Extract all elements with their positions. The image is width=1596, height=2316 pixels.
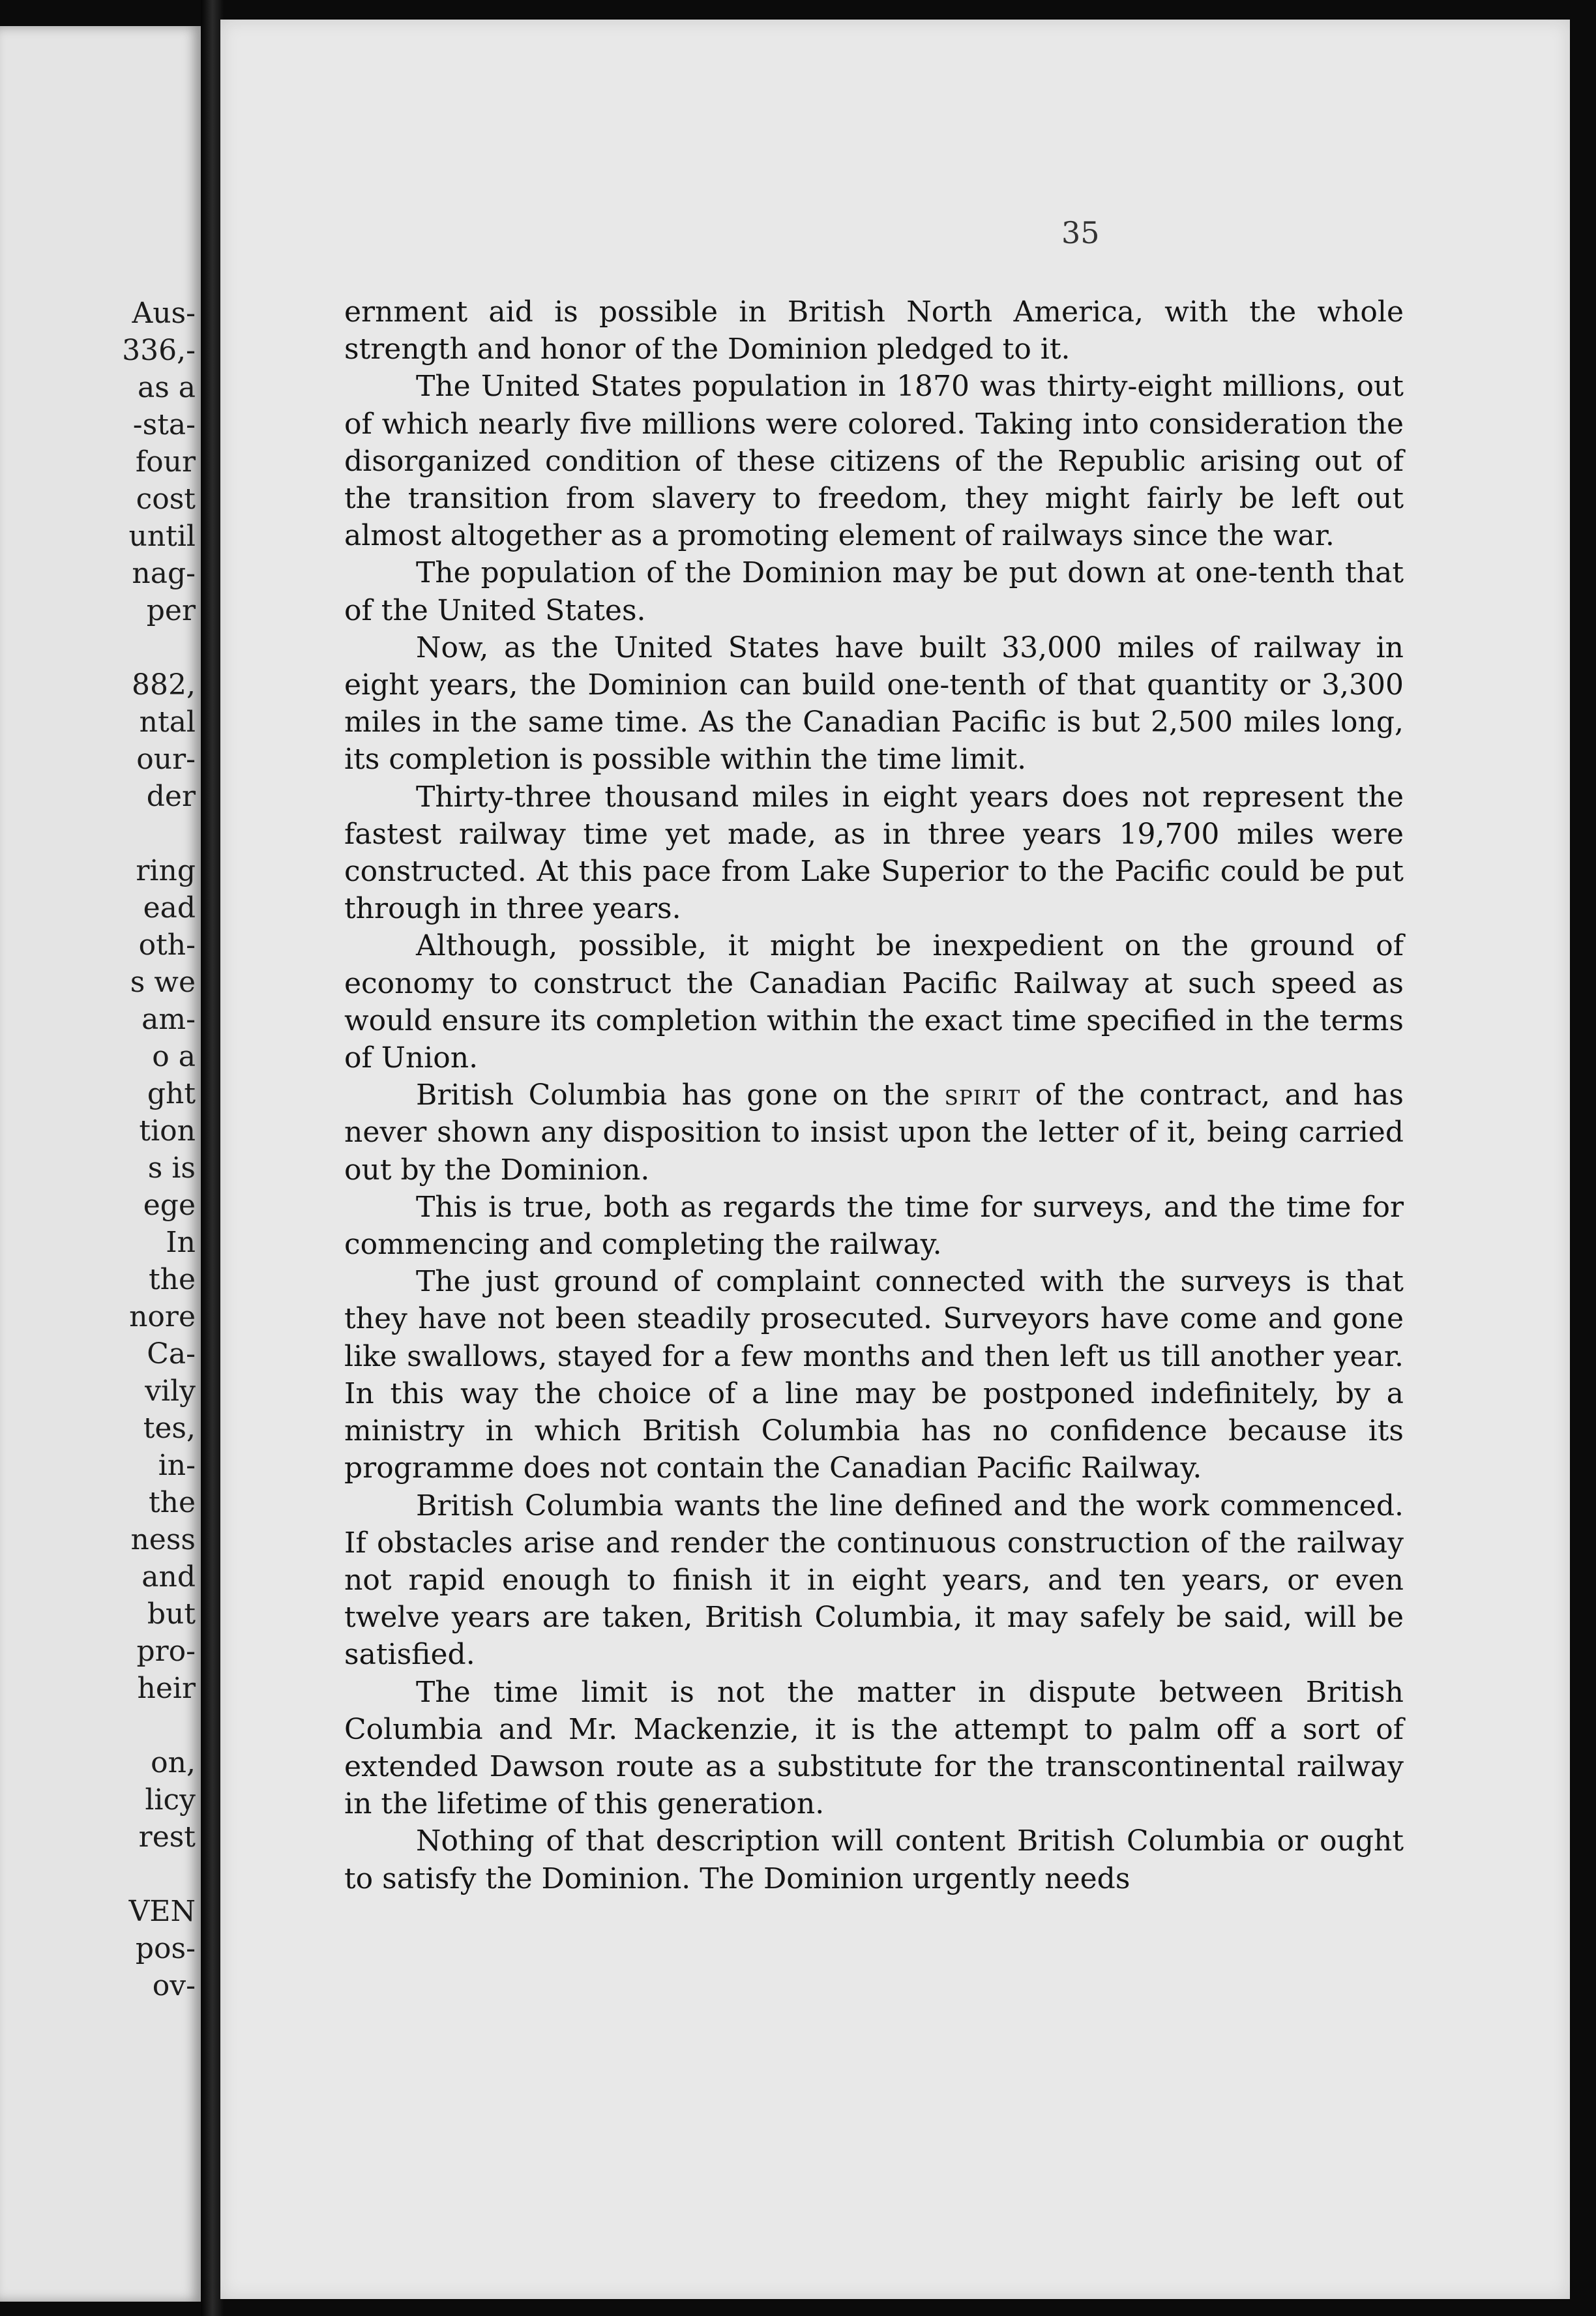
paragraph: The just ground of complaint connected with the surveys is that they have not been steadily prosecuted. Surveyors have come and gone like swallows, stayed for a few months and then left us till another year. In this way the choice of a line may be postponed indefinitely, by a ministry in which British Columbia has no confidence because its programme does not contain the Canadian Pacific Railway. — [344, 1265, 1404, 1485]
facing-line: in- — [158, 1449, 196, 1482]
facing-line: as a — [137, 371, 196, 404]
emphasis-text: spirit — [944, 1078, 1021, 1112]
facing-line: vily — [145, 1374, 196, 1408]
facing-line: ege — [143, 1189, 196, 1222]
facing-line: nag- — [132, 557, 196, 590]
facing-line — [0, 815, 196, 852]
facing-line: and — [141, 1560, 196, 1594]
facing-line: our- — [136, 743, 196, 776]
facing-line: am- — [141, 1003, 196, 1036]
paragraph: British Columbia wants the line defined and the work commenced. If obstacles arise and render the continuous construction of the railway not rapid enough to finish it in eight years, and ten years, or even twelve years are taken, British Columbia, it may safely be said, will be satisfied. — [344, 1489, 1404, 1672]
facing-line: s is — [147, 1151, 196, 1185]
facing-line: ring — [136, 854, 196, 887]
facing-line: Ca- — [147, 1337, 196, 1371]
facing-line: pro- — [136, 1635, 196, 1668]
facing-line — [0, 629, 196, 666]
facing-line: s we — [130, 966, 196, 999]
facing-line: heir — [137, 1672, 196, 1705]
page-number: 35 — [1061, 215, 1100, 250]
document-page — [220, 20, 1570, 2299]
facing-line: ght — [147, 1077, 196, 1110]
facing-line: on, — [151, 1746, 196, 1779]
facing-line: the — [148, 1486, 196, 1519]
paragraph: Nothing of that description will content British Columbia or ought to satisfy the Dominion. The Dominion urgently needs — [344, 1824, 1404, 1895]
facing-line: 882, — [132, 668, 196, 702]
facing-line: four — [135, 445, 196, 479]
facing-line — [0, 1856, 196, 1893]
facing-line: rest — [138, 1820, 196, 1854]
paragraph: The population of the Dominion may be put down at one-tenth that of the United States. — [344, 556, 1404, 627]
facing-line: ov- — [152, 1969, 196, 2002]
facing-line: In — [166, 1226, 196, 1259]
facing-line: but — [147, 1597, 196, 1631]
body-text — [344, 293, 1404, 1897]
facing-line: ntal — [139, 705, 196, 739]
facing-line: nore — [129, 1300, 196, 1333]
facing-line: 336,- — [122, 334, 196, 367]
paragraph: Thirty-three thousand miles in eight years does not represent the fastest railway time yet made, as in three years 19,700 miles were constructed. At this pace from Lake Superior to the Pacific could be put through in three years. — [344, 780, 1404, 926]
paragraph-text: of the contract, and has never shown any disposition to insist upon the letter of it, being carried out by the Dominion. — [344, 1078, 1404, 1187]
facing-line: the — [148, 1263, 196, 1296]
paragraph: Now, as the United States have built 33,000 miles of railway in eight years, the Dominion can build one-tenth of that quantity or 3,300 miles in the same time. As the Canadian Pacific is but 2,500 miles long, its completion is possible within the time limit. — [344, 631, 1404, 777]
paragraph: This is true, both as regards the time for surveys, and the time for commencing and completing the railway. — [344, 1190, 1404, 1262]
facing-line: pos- — [135, 1932, 196, 1965]
paragraph-text: British Columbia has gone on the — [416, 1078, 945, 1112]
facing-line: der — [146, 780, 196, 813]
paragraph: Although, possible, it might be inexpedient on the ground of economy to construct the Canadian Pacific Railway at such speed as would ensure its completion within the exact time specified in the terms of Union. — [344, 929, 1404, 1075]
paragraph: The time limit is not the matter in dispute between British Columbia and Mr. Mackenzie, it is the attempt to palm off a sort of extended Dawson route as a substitute for the transcontinental railway in the lifetime of this generation. — [344, 1675, 1404, 1821]
facing-line: tes, — [143, 1412, 196, 1445]
facing-line: ness — [130, 1523, 196, 1556]
facing-line — [0, 1707, 196, 1744]
facing-line: per — [146, 594, 196, 627]
facing-page-edge — [0, 26, 201, 2302]
paragraph — [344, 1076, 1404, 1189]
facing-line: VEN — [128, 1895, 196, 1928]
facing-line: oth- — [138, 928, 196, 962]
facing-line: licy — [145, 1783, 196, 1817]
facing-line: cost — [136, 482, 196, 516]
facing-page-text — [0, 295, 196, 2004]
paragraph: The United States population in 1870 was thirty-eight millions, out of which nearly five millions were colored. Taking into consideration the disorganized condition of these citizens of the Republic arising out of the transition from slavery to freedom, they might fairly be left out almost altogether as a promoting element of railways since the war. — [344, 370, 1404, 553]
facing-line: tion — [139, 1114, 196, 1148]
paragraph: ernment aid is possible in British North America, with the whole strength and honor of the Dominion pledged to it. — [344, 295, 1404, 366]
facing-line: o a — [152, 1040, 196, 1073]
facing-line: -sta- — [132, 408, 196, 441]
facing-line: Aus- — [132, 297, 196, 330]
facing-line: ead — [143, 891, 196, 925]
facing-line: until — [128, 520, 196, 553]
